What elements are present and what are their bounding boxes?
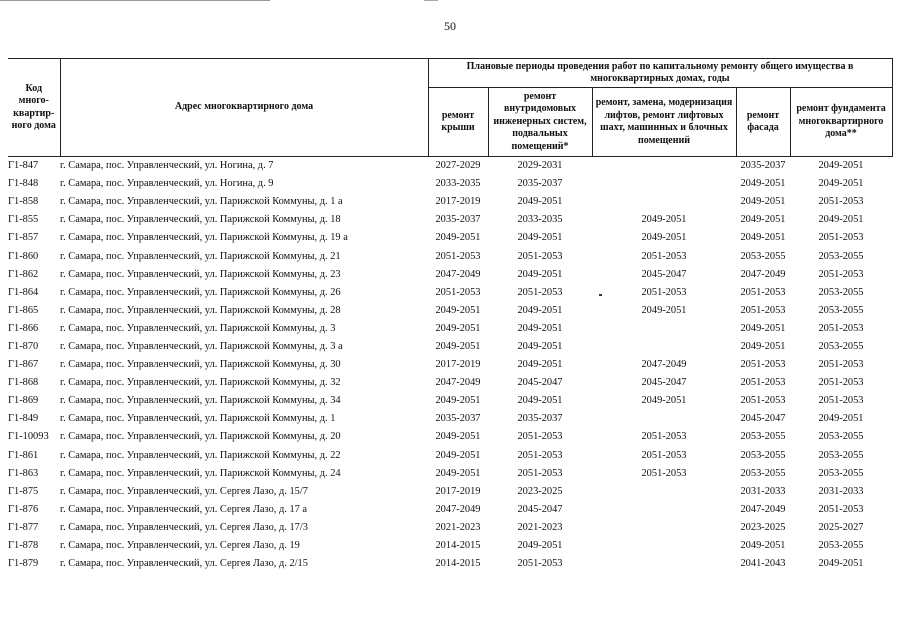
- lifts-period: [592, 410, 736, 428]
- capital-repair-table: [8, 58, 893, 573]
- roof-period: 2021-2023: [435, 521, 481, 533]
- foundation-period: 2053-2055: [818, 540, 864, 552]
- systems-period: 2029-2031: [517, 160, 563, 172]
- lifts-period: 2051-2053: [641, 467, 687, 479]
- facade-period: 2047-2049: [740, 503, 786, 515]
- facade-period: 2053-2055: [740, 250, 786, 262]
- systems-period: 2049-2051: [517, 196, 563, 208]
- header-roof: ремонт крыши: [428, 88, 488, 157]
- facade-period: 2051-2053: [740, 395, 786, 407]
- house-address: г. Самара, пос. Управленческий, ул. Парижской Коммуны, д. 21: [60, 250, 341, 262]
- header-facade: ремонт фасада: [736, 88, 790, 157]
- foundation-period: 2049-2051: [818, 160, 864, 172]
- facade-period: 2051-2053: [740, 377, 786, 389]
- roof-period: 2051-2053: [435, 286, 481, 298]
- roof-period: 2049-2051: [435, 395, 481, 407]
- table-row: [8, 519, 892, 537]
- house-address: г. Самара, пос. Управленческий, ул. Парижской Коммуны, д. 23: [60, 268, 341, 280]
- lifts-period: [592, 338, 736, 356]
- header-foundation: ремонт фундамента многоквартирного дома**: [790, 88, 892, 157]
- foundation-period: 2053-2055: [818, 449, 864, 461]
- lifts-period: 2051-2053: [641, 449, 687, 461]
- house-address: г. Самара, пос. Управленческий, ул. Парижской Коммуны, д. 24: [60, 467, 341, 479]
- house-code: Г1-864: [8, 286, 39, 298]
- lifts-period: 2045-2047: [641, 268, 687, 280]
- scan-top-rule: [0, 0, 270, 1]
- systems-period: 2049-2051: [517, 304, 563, 316]
- house-code: Г1-879: [8, 558, 39, 570]
- foundation-period: 2051-2053: [818, 196, 864, 208]
- lifts-period: 2051-2053: [641, 286, 687, 298]
- table-row: [8, 302, 892, 320]
- facade-period: 2023-2025: [740, 521, 786, 533]
- roof-period: 2051-2053: [435, 250, 481, 262]
- lifts-period: [592, 501, 736, 519]
- roof-period: 2014-2015: [435, 558, 481, 570]
- roof-period: 2049-2051: [435, 232, 481, 244]
- systems-period: 2051-2053: [517, 250, 563, 262]
- foundation-period: 2049-2051: [818, 558, 864, 570]
- house-code: Г1-10093: [8, 431, 49, 443]
- table-row: [8, 428, 892, 446]
- facade-period: 2041-2043: [740, 558, 786, 570]
- foundation-period: 2053-2055: [818, 467, 864, 479]
- foundation-period: 2031-2033: [818, 485, 864, 497]
- house-code: Г1-860: [8, 250, 39, 262]
- house-address: г. Самара, пос. Управленческий, ул. Парижской Коммуны, д. 26: [60, 286, 341, 298]
- house-code: Г1-866: [8, 322, 39, 334]
- systems-period: 2049-2051: [517, 540, 563, 552]
- lifts-period: 2051-2053: [641, 431, 687, 443]
- systems-period: 2049-2051: [517, 268, 563, 280]
- header-address: Адрес многоквартирного дома: [60, 59, 428, 157]
- facade-period: 2035-2037: [740, 160, 786, 172]
- foundation-period: 2049-2051: [818, 178, 864, 190]
- foundation-period: 2025-2027: [818, 521, 864, 533]
- house-address: г. Самара, пос. Управленческий, ул. Парижской Коммуны, д. 18: [60, 214, 341, 226]
- house-code: Г1-857: [8, 232, 39, 244]
- lifts-period: [592, 157, 736, 176]
- foundation-period: 2051-2053: [818, 395, 864, 407]
- table-row: [8, 537, 892, 555]
- facade-period: 2049-2051: [740, 540, 786, 552]
- lifts-period: [592, 483, 736, 501]
- table-body: [8, 157, 892, 574]
- lifts-period: [592, 193, 736, 211]
- foundation-period: 2053-2055: [818, 340, 864, 352]
- house-address: г. Самара, пос. Управленческий, ул. Парижской Коммуны, д. 3 а: [60, 340, 343, 352]
- house-address: г. Самара, пос. Управленческий, ул. Парижской Коммуны, д. 19 а: [60, 232, 348, 244]
- systems-period: 2035-2037: [517, 413, 563, 425]
- systems-period: 2033-2035: [517, 214, 563, 226]
- foundation-period: 2049-2051: [818, 413, 864, 425]
- systems-period: 2049-2051: [517, 395, 563, 407]
- roof-period: 2035-2037: [435, 214, 481, 226]
- roof-period: 2049-2051: [435, 304, 481, 316]
- house-code: Г1-863: [8, 467, 39, 479]
- lifts-period: [592, 519, 736, 537]
- house-code: Г1-848: [8, 178, 39, 190]
- facade-period: 2049-2051: [740, 322, 786, 334]
- roof-period: 2017-2019: [435, 196, 481, 208]
- foundation-period: 2053-2055: [818, 250, 864, 262]
- house-code: Г1-877: [8, 521, 39, 533]
- roof-period: 2027-2029: [435, 160, 481, 172]
- house-code: Г1-855: [8, 214, 39, 226]
- house-address: г. Самара, пос. Управленческий, ул. Парижской Коммуны, д. 32: [60, 377, 341, 389]
- roof-period: 2049-2051: [435, 449, 481, 461]
- roof-period: 2049-2051: [435, 431, 481, 443]
- house-address: г. Самара, пос. Управленческий, ул. Парижской Коммуны, д. 1 а: [60, 196, 343, 208]
- systems-period: 2049-2051: [517, 359, 563, 371]
- roof-period: 2017-2019: [435, 485, 481, 497]
- table-row: [8, 410, 892, 428]
- lifts-period: [592, 175, 736, 193]
- house-address: г. Самара, пос. Управленческий, ул. Парижской Коммуны, д. 20: [60, 431, 341, 443]
- roof-period: 2049-2051: [435, 340, 481, 352]
- lifts-period: [592, 320, 736, 338]
- lifts-period: [592, 537, 736, 555]
- table-row: [8, 555, 892, 573]
- systems-period: 2051-2053: [517, 431, 563, 443]
- house-code: Г1-861: [8, 449, 39, 461]
- facade-period: 2051-2053: [740, 286, 786, 298]
- table-row: [8, 483, 892, 501]
- house-code: Г1-869: [8, 395, 39, 407]
- roof-period: 2033-2035: [435, 178, 481, 190]
- roof-period: 2017-2019: [435, 359, 481, 371]
- table-row: [8, 356, 892, 374]
- facade-period: 2049-2051: [740, 340, 786, 352]
- house-address: г. Самара, пос. Управленческий, ул. Парижской Коммуны, д. 34: [60, 395, 341, 407]
- table-row: [8, 211, 892, 229]
- table-row: [8, 266, 892, 284]
- house-code: Г1-870: [8, 340, 39, 352]
- systems-period: 2035-2037: [517, 178, 563, 190]
- roof-period: 2047-2049: [435, 377, 481, 389]
- table-row: [8, 447, 892, 465]
- house-address: г. Самара, пос. Управленческий, ул. Парижской Коммуны, д. 3: [60, 322, 336, 334]
- roof-period: 2047-2049: [435, 268, 481, 280]
- scan-top-mark: [424, 0, 438, 1]
- house-address: г. Самара, пос. Управленческий, ул. Парижской Коммуны, д. 22: [60, 449, 341, 461]
- table-row: [8, 392, 892, 410]
- foundation-period: 2051-2053: [818, 322, 864, 334]
- table-row: [8, 465, 892, 483]
- systems-period: 2051-2053: [517, 467, 563, 479]
- house-code: Г1-865: [8, 304, 39, 316]
- facade-period: 2045-2047: [740, 413, 786, 425]
- facade-period: 2051-2053: [740, 304, 786, 316]
- house-code: Г1-849: [8, 413, 39, 425]
- lifts-period: 2047-2049: [641, 359, 687, 371]
- roof-period: 2035-2037: [435, 413, 481, 425]
- header-systems: ремонт внутридомовых инженерных систем, подвальных помещений*: [488, 88, 592, 157]
- header-lifts: ремонт, замена, модернизация лифтов, ремонт лифтовых шахт, машинных и блочных помещений: [592, 88, 736, 157]
- foundation-period: 2053-2055: [818, 431, 864, 443]
- table-row: [8, 374, 892, 392]
- systems-period: 2023-2025: [517, 485, 563, 497]
- house-address: г. Самара, пос. Управленческий, ул. Ногина, д. 7: [60, 160, 274, 172]
- house-address: г. Самара, пос. Управленческий, ул. Сергея Лазо, д. 17/3: [60, 521, 308, 533]
- facade-period: 2049-2051: [740, 178, 786, 190]
- house-code: Г1-876: [8, 503, 39, 515]
- systems-period: 2051-2053: [517, 558, 563, 570]
- table-row: [8, 338, 892, 356]
- house-address: г. Самара, пос. Управленческий, ул. Сергея Лазо, д. 19: [60, 540, 300, 552]
- foundation-period: 2053-2055: [818, 286, 864, 298]
- header-group: Плановые периоды проведения работ по капитальному ремонту общего имущества в многоквартирных домах, годы: [428, 59, 892, 88]
- facade-period: 2053-2055: [740, 449, 786, 461]
- facade-period: 2049-2051: [740, 232, 786, 244]
- page-number: 50: [444, 19, 456, 33]
- facade-period: 2049-2051: [740, 196, 786, 208]
- facade-period: 2049-2051: [740, 214, 786, 226]
- table-row: [8, 320, 892, 338]
- lifts-period: 2049-2051: [641, 395, 687, 407]
- house-address: г. Самара, пос. Управленческий, ул. Парижской Коммуны, д. 28: [60, 304, 341, 316]
- table-row: [8, 229, 892, 247]
- table-row: [8, 284, 892, 302]
- roof-period: 2049-2051: [435, 467, 481, 479]
- foundation-period: 2053-2055: [818, 304, 864, 316]
- lifts-period: 2045-2047: [641, 377, 687, 389]
- house-code: Г1-862: [8, 268, 39, 280]
- house-address: г. Самара, пос. Управленческий, ул. Парижской Коммуны, д. 30: [60, 359, 341, 371]
- table-row: [8, 193, 892, 211]
- facade-period: 2053-2055: [740, 467, 786, 479]
- table-row: [8, 157, 892, 176]
- house-code: Г1-867: [8, 359, 39, 371]
- table-row: [8, 247, 892, 265]
- systems-period: 2049-2051: [517, 322, 563, 334]
- table-header: [8, 59, 892, 157]
- table-row: [8, 175, 892, 193]
- house-code: Г1-858: [8, 196, 39, 208]
- lifts-period: [592, 555, 736, 573]
- house-code: Г1-847: [8, 160, 39, 172]
- house-code: Г1-868: [8, 377, 39, 389]
- foundation-period: 2049-2051: [818, 214, 864, 226]
- facade-period: 2053-2055: [740, 431, 786, 443]
- systems-period: 2049-2051: [517, 232, 563, 244]
- house-code: Г1-875: [8, 485, 39, 497]
- facade-period: 2047-2049: [740, 268, 786, 280]
- systems-period: 2045-2047: [517, 503, 563, 515]
- foundation-period: 2051-2053: [818, 377, 864, 389]
- house-address: г. Самара, пос. Управленческий, ул. Сергея Лазо, д. 17 а: [60, 503, 308, 515]
- facade-period: 2051-2053: [740, 359, 786, 371]
- foundation-period: 2051-2053: [818, 503, 864, 515]
- lifts-period: 2049-2051: [641, 214, 687, 226]
- systems-period: 2045-2047: [517, 377, 563, 389]
- facade-period: 2031-2033: [740, 485, 786, 497]
- roof-period: 2014-2015: [435, 540, 481, 552]
- house-address: г. Самара, пос. Управленческий, ул. Ногина, д. 9: [60, 178, 274, 190]
- lifts-period: 2049-2051: [641, 232, 687, 244]
- house-code: Г1-878: [8, 540, 39, 552]
- systems-period: 2049-2051: [517, 340, 563, 352]
- systems-period: 2021-2023: [517, 521, 563, 533]
- systems-period: 2051-2053: [517, 449, 563, 461]
- scan-speck: [599, 294, 602, 296]
- lifts-period: 2049-2051: [641, 304, 687, 316]
- foundation-period: 2051-2053: [818, 232, 864, 244]
- systems-period: 2051-2053: [517, 286, 563, 298]
- roof-period: 2049-2051: [435, 322, 481, 334]
- house-address: г. Самара, пос. Управленческий, ул. Парижской Коммуны, д. 1: [60, 413, 336, 425]
- header-code: Код много-квартир-ного дома: [8, 59, 60, 157]
- foundation-period: 2051-2053: [818, 268, 864, 280]
- house-address: г. Самара, пос. Управленческий, ул. Сергея Лазо, д. 2/15: [60, 558, 308, 570]
- roof-period: 2047-2049: [435, 503, 481, 515]
- table-row: [8, 501, 892, 519]
- foundation-period: 2051-2053: [818, 359, 864, 371]
- lifts-period: 2051-2053: [641, 250, 687, 262]
- house-address: г. Самара, пос. Управленческий, ул. Сергея Лазо, д. 15/7: [60, 485, 308, 497]
